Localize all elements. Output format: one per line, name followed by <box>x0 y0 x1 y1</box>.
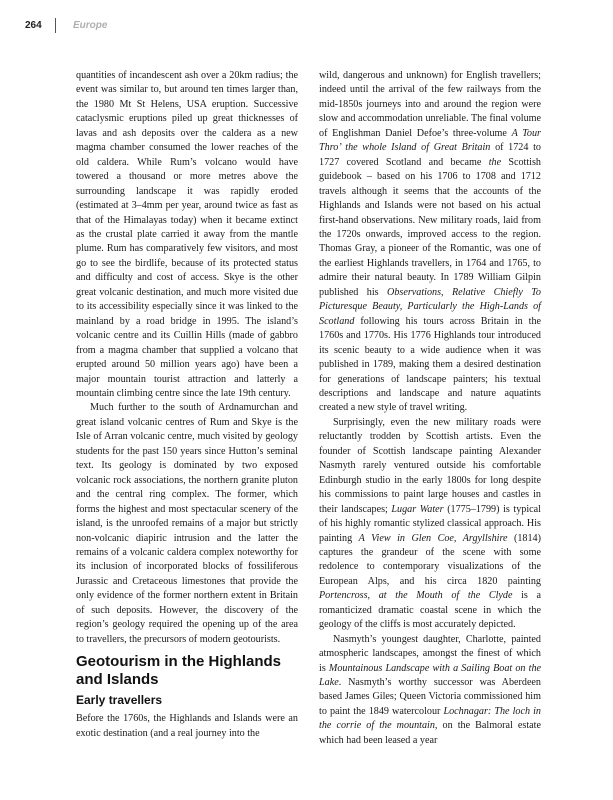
text-run: Surprisingly, even the new military roads were reluctantly trodden by Scottish artists. Even the founder of Scottish landscape painting Alexander Nasmyth rarely ventured outside his comfortable Edinburgh studio in the early 1800s for long despite his commissions to paint large houses and castles in their landscapes; <box>319 416 541 515</box>
text-run: (1775–1799) is typical of his highly romantic stylized classical approach. His painting <box>319 503 541 544</box>
text-run: Scottish guidebook – based on his 1706 to 1708 and 1712 travels although it seems that the accounts of the Highlands and Islands were not based on his actual first-hand observations. New military roads, laid from the 1720s onwards, improved access to the region. Thomas Gray, a pioneer of the Romantic, was one of the earliest Highlands travellers, in 1764 and 1765, to admire their natural beauty. In 1789 William Gilpin published his <box>319 156 541 298</box>
artwork-title: Lugar Water <box>391 503 444 515</box>
text-run: , on the Balmoral estate which had been leased a year <box>319 720 541 746</box>
book-title: A Tour Thro’ the whole Island of Great Britain <box>319 127 541 154</box>
section-title: Europe <box>73 20 108 31</box>
body-paragraph: Before the 1760s, the Highlands and Islands were an exotic destination (and a real journey into the <box>76 713 298 739</box>
header-divider <box>55 18 56 33</box>
subsection-heading: Early travellers <box>76 693 163 708</box>
text-run: Nasmyth’s youngest daughter, Charlotte, painted atmospheric landscapes, amongst the finest of which is <box>319 633 541 674</box>
artwork-title: Mountainous Landscape with a Sailing Boat on the Lake <box>319 662 541 689</box>
body-paragraph <box>319 416 541 633</box>
body-paragraph <box>319 633 541 749</box>
emphasis: the <box>488 156 502 168</box>
body-paragraph <box>319 69 541 416</box>
artwork-title: Lochnagar: The loch in the corrie of the mountain <box>319 705 541 732</box>
artwork-title: Portencross, at the Mouth of the Clyde <box>319 590 513 602</box>
text-run: (1814) captures the grandeur of the scene with some redolence to contemporary visualizations of the European Alps, and his circa 1820 painting <box>319 532 541 587</box>
text-run: wild, dangerous and unknown) for English travellers; indeed until the arrival of the few railways from the mid-1850s journeys into and around the region were slow and accommodation unreliable. The final volume of Englishman Daniel Defoe’s three-volume <box>319 70 541 139</box>
text-run: of 1724 to 1727 covered Scotland and became <box>319 142 541 168</box>
right-column <box>319 69 541 748</box>
text-run: is a romanticized dramatic coastal scene in which the geology of the cliffs is most accurately depicted. <box>319 590 541 631</box>
body-paragraph: Much further to the south of Ardnamurchan and great island volcanic centres of Rum and Skye is the Isle of Arran volcanic centre, much visited by geology students for the past 150 years since Hutton’s seminal text. Its geology is dominated by two exposed volcanic rock associations, the northern granite pluton and the central ring complex. The former, which forms the highest and most spectacular scenery of the island, is the unroofed remains of a major but strictly non-volcanic diapiric intrusion and the latter the remains of a volcanic caldera complex noteworthy for its inclusion of incorporated blocks of fossiliferous Jurassic and Cretaceous limestones that provide the only evidence of the former northern extent in Britain of such deposits. However, the discovery of the region’s geology required the opening up of the area to travellers, the precursors of modern geotourists. <box>76 402 298 645</box>
artwork-title: A View in Glen Coe, Argyllshire <box>358 532 508 544</box>
page-number: 264 <box>25 20 42 31</box>
text-run: . Nasmyth’s worthy successor was Aberdeen based James Giles; Queen Victoria commissioned him to paint the 1849 watercolour <box>319 677 541 717</box>
left-column <box>76 69 298 741</box>
section-heading: Geotourism in the Highlands and Islands <box>76 653 282 689</box>
body-paragraph: quantities of incandescent ash over a 20km radius; the event was similar to, but around ten times larger than, the 1980 Mt St Helens, USA eruption. Successive cataclysmic eruptions piled up great thicknesses of lavas and ash deposits over the caldera as a new magma chamber consumed the lower reaches of the old caldera. While Rum’s volcano would have towered a thousand or more metres above the surrounding landscape it was rapidly eroded (estimated at 3–4mm per year, around twice as fast as that of the Himalayas today) when it became extinct as the crustal plate carried it away from the mantle plume. Rum has comparatively few visitors, and most go to see the birdlife, because of its protected status and difficulty and cost of access. Skye is the other great volcanic destination, and much more visited due to its accessibility especially since it was linked to the mainland by a road bridge in 1995. The island’s volcanic centre and its Cuillin Hills (made of gabbro from a magma chamber that supplied a volcano that erupted around 50 million years ago) have been a major mountain tourist attraction and latterly a mountain climbing centre since the late 19th century. <box>76 70 298 399</box>
book-title: Observations, Relative Chiefly To Picturesque Beauty, Particularly the High-Lands of Scotland <box>319 286 541 327</box>
text-run: following his tours across Britain in the 1760s and 1770s. His 1776 Highlands tour introduced its scenic beauty to a wide audience when it was published in 1789, making them a desired destination for generations of landscape painters; his textual descriptions and landscape and nature aquatints created a new style of travel writing. <box>319 315 541 414</box>
running-header <box>25 20 108 36</box>
